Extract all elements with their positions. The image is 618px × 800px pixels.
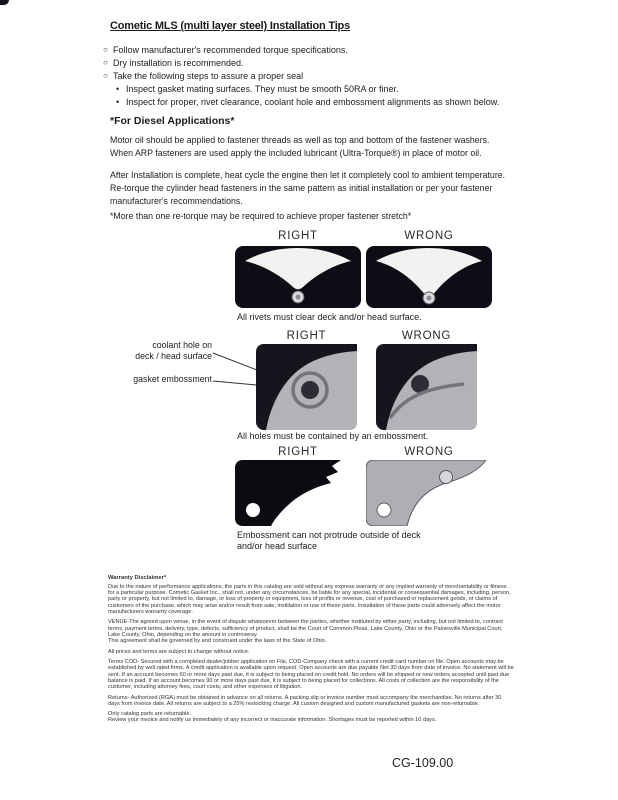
diagram-rivets-wrong <box>366 246 492 308</box>
bolt-hole-icon <box>377 503 391 517</box>
coolant-hole-icon <box>301 381 319 399</box>
diesel-applications-heading: *For Diesel Applications* <box>110 115 235 127</box>
legal-paragraph: This agreement shall be governed by and construed under the laws of the State of Ohio. <box>108 637 327 644</box>
rivet-clearance-right-image <box>235 246 361 308</box>
legal-section <box>108 575 514 724</box>
diesel-paragraph-2: After Installation is complete, heat cycle the engine then let it completely cool to ambient temperature. Re-torque the cylinder head fasteners in the same pattern as initial installation or per your fastener manufacturer's recommendations. <box>110 170 506 206</box>
tip-item <box>103 70 499 83</box>
legal-paragraph: All prices and terms are subject to change without notice. <box>108 648 250 655</box>
callout-pointer-lines <box>212 344 258 390</box>
embossment-wrong-image <box>366 460 492 526</box>
tip-item <box>103 57 499 70</box>
tip-item-text: Dry installation is recommended. <box>113 57 244 68</box>
right-label-row1: RIGHT <box>278 230 318 242</box>
legal-paragraph: Review your invoice and notify us immediately of any incorrect or inaccurate information. Shortages must be reported within 10 days. <box>108 717 437 724</box>
tip-sub-item <box>116 83 499 96</box>
tip-item-text: Take the following steps to assure a proper seal <box>113 70 304 81</box>
sub-bullet-icon: • <box>116 83 120 94</box>
bolt-hole-icon <box>246 503 260 517</box>
legal-paragraph: Due to the nature of performance applications, the parts in this catalog are sold without any express warranty or any implied warranty of merchantability or fitness for a particular purpose. Cometic Gasket Inc., shall not, under any circumstances, be liable for any special, incidental or consequential damages, including, person, party or property, but not limited to, damage, or loss of property or equipment, loss of profits or revenue, cost of purchased or replacement goods, or claims of customers of the purchase, which may arise and/or result from sale, instillation or use of these parts. Installation of these parts could adversely affect the motor manufacturers warranty coverage. <box>108 584 511 615</box>
protruding-embossment-icon <box>440 471 453 484</box>
tip-list <box>103 44 499 109</box>
bullet-icon: ○ <box>103 70 108 80</box>
wrong-label-row1: WRONG <box>404 230 454 242</box>
diagram-embossment-wrong <box>366 460 492 526</box>
tip-sub-item-text: Inspect for proper, rivet clearance, coolant hole and embossment alignments as shown below. <box>126 96 500 107</box>
diagram-caption-holes: All holes must be contained by an embossment. <box>237 431 429 441</box>
hole-contained-wrong-image <box>376 344 477 430</box>
tip-sub-item-text: Inspect gasket mating surfaces. They must be smooth 50RA or finer. <box>126 83 399 94</box>
diagram-caption-rivets: All rivets must clear deck and/or head surface. <box>237 312 422 322</box>
bullet-icon: ○ <box>103 45 108 54</box>
scan-corner-mark <box>0 0 9 5</box>
wrong-label-row3: WRONG <box>404 446 454 458</box>
diesel-paragraph-1: Motor oil should be applied to fastener threads as well as top and bottom of the fastener washers. When ARP fasteners are used apply the included lubricant (Ultra-Torque®) in place of motor oil. <box>110 135 490 158</box>
right-label-row2: RIGHT <box>286 330 327 342</box>
embossment-right-image <box>235 460 361 526</box>
legal-paragraph: Only catalog parts are returnable. <box>108 711 192 718</box>
legal-paragraph: VENUE-The agreed upon venue, in the event of dispute whatsoever between the parties, whether instituted by either party, including, but not limited to, contract terms, payment terms, delivery, type, defects, sufficiency of product, shall be the Court of Common Pleas, Lake County, Ohio or the Painesville Municipal Court, Lake County, Ohio, depending on the amount in controversy. <box>108 619 503 638</box>
catalog-page-code: CG-109.00 <box>392 756 454 770</box>
legal-paragraph: Returns- Authorized (RGA) must be obtained in advance on all returns. A packing slip or invoice number must accompany the merchandise. No returns after 30 days from invoice date. All returns are subject to a 25% restocking charge. All custom designed and custom manufactured gaskets are non-returnable. <box>108 694 502 707</box>
diagram-holes-right <box>256 344 357 430</box>
bullet-icon: ○ <box>103 57 108 67</box>
callout-coolant-hole: coolant hole on deck / head surface <box>135 340 212 361</box>
diagram-rivets-right <box>235 246 361 308</box>
hole-contained-right-image <box>256 344 357 430</box>
rivet-clearance-wrong-image <box>366 246 492 308</box>
diagram-holes-wrong <box>376 344 477 430</box>
diagram-embossment-right <box>235 460 361 526</box>
warranty-disclaimer-heading: Warranty Disclaimer* <box>108 575 167 581</box>
diagram-caption-embossment: Embossment can not protrude outside of deck and/or head surface <box>237 530 421 551</box>
tip-item <box>103 44 499 57</box>
page-title: Cometic MLS (multi layer steel) Installation Tips <box>110 20 350 32</box>
wrong-label-row2: WRONG <box>401 330 452 342</box>
tip-sub-item <box>116 96 499 109</box>
right-label-row3: RIGHT <box>278 446 318 458</box>
legal-paragraph: Terms COD- Secured with a completed dealer/jobber application on File, COD-Company check with a current credit card number on file. Open accounts may be established by well rated firms. A credit application is available upon request. Open accounts are due payable Net 30 days from date of invoice. No statement will be sent. If an account becomes 60 or more days past due, it is subject to being placed on credit hold. No orders will be shipped or new orders accepted until past due balance is paid. If an account becomes 90 or more days past due, it is subject to being placed for collections. All costs of collection are the responsibility of the customer, including attorney fees, court costs, and other expenses of litigation. <box>108 659 514 690</box>
tip-item-text: Follow manufacturer's recommended torque specifications. <box>113 45 348 55</box>
callout-gasket-embossment: gasket embossment <box>133 374 212 384</box>
sub-bullet-icon: • <box>116 96 120 107</box>
retorque-note: *More than one re-torque may be required to achieve proper fastener stretch* <box>110 211 412 221</box>
